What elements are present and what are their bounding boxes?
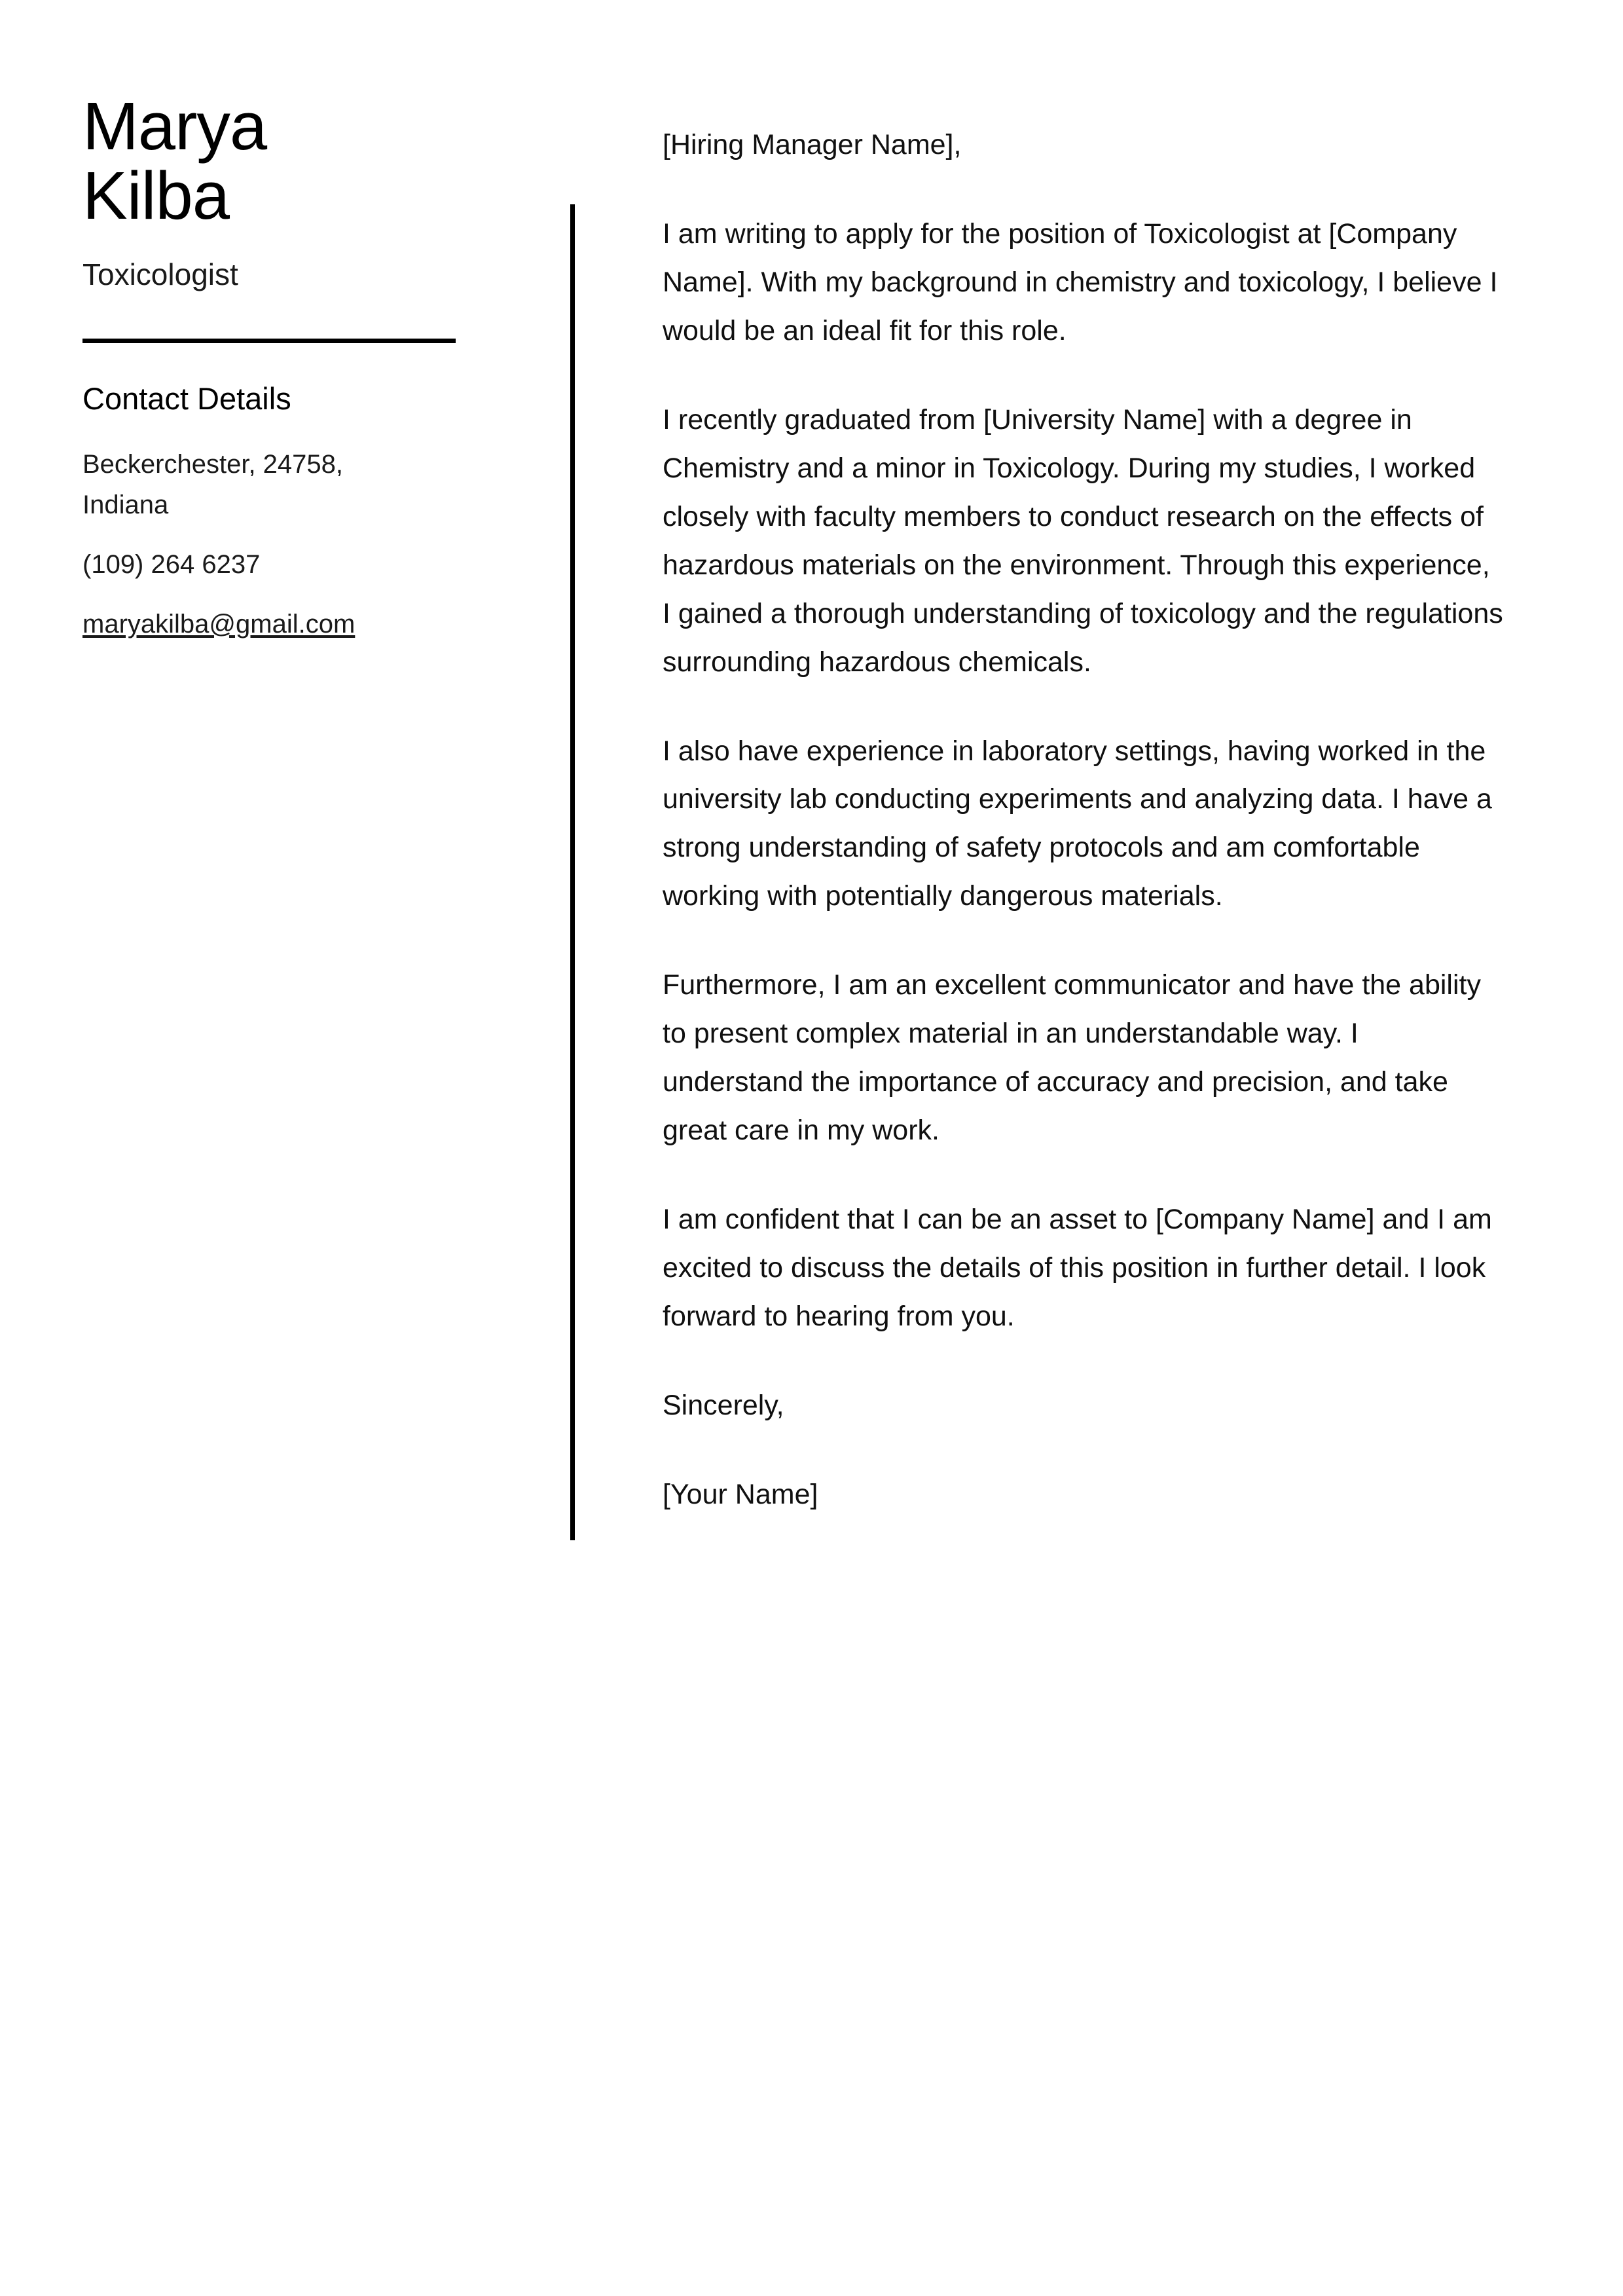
contact-email-link[interactable]: maryakilba@gmail.com — [82, 609, 356, 639]
letter-paragraph: I recently graduated from [University Name] with a degree in Chemistry and a minor in Toxicology. During my studies, I worked closely with faculty members to conduct research on the effects of hazardous materials on the environment. Through this experience, I gained a thorough understanding of toxicology and the regulations surrounding hazardous chemicals. — [663, 403, 1503, 678]
letter-paragraph: I am confident that I can be an asset to [Company Name] and I am excited to discuss the details of this position in further detail. I look forward to hearing from you. — [663, 1204, 1492, 1333]
letter-paragraph: Furthermore, I am an excellent communicator and have the ability to present complex material in an understandable way. I understand the importance of accuracy and precision, and take great care in my work. — [663, 969, 1481, 1147]
contact-details-list — [82, 444, 475, 644]
letter-paragraph: I also have experience in laboratory settings, having worked in the university lab conducting experiments and analyzing data. I have a strong understanding of safety protocols and am comfortable working with potentially dangerous materials. — [663, 735, 1492, 912]
applicant-name — [82, 88, 475, 234]
contact-phone: (109) 264 6237 — [82, 549, 261, 579]
sidebar — [82, 88, 475, 644]
contact-details-heading: Contact Details — [82, 381, 291, 417]
letter-body — [663, 121, 1504, 1519]
contact-address: Beckerchester, 24758, Indiana — [82, 449, 344, 519]
letter-closing: Sincerely, — [663, 1390, 784, 1422]
sidebar-divider-rule — [82, 339, 456, 343]
letter-paragraph: I am writing to apply for the position of Toxicologist at [Company Name]. With my background in chemistry and toxicology, I believe I would be an ideal fit for this role. — [663, 217, 1498, 346]
applicant-job-title: Toxicologist — [82, 257, 238, 292]
applicant-first-name: Marya — [82, 88, 267, 164]
letter-signature: [Your Name] — [663, 1478, 818, 1510]
applicant-last-name: Kilba — [82, 158, 230, 234]
column-divider — [570, 204, 575, 1540]
letter-salutation: [Hiring Manager Name], — [663, 129, 962, 160]
